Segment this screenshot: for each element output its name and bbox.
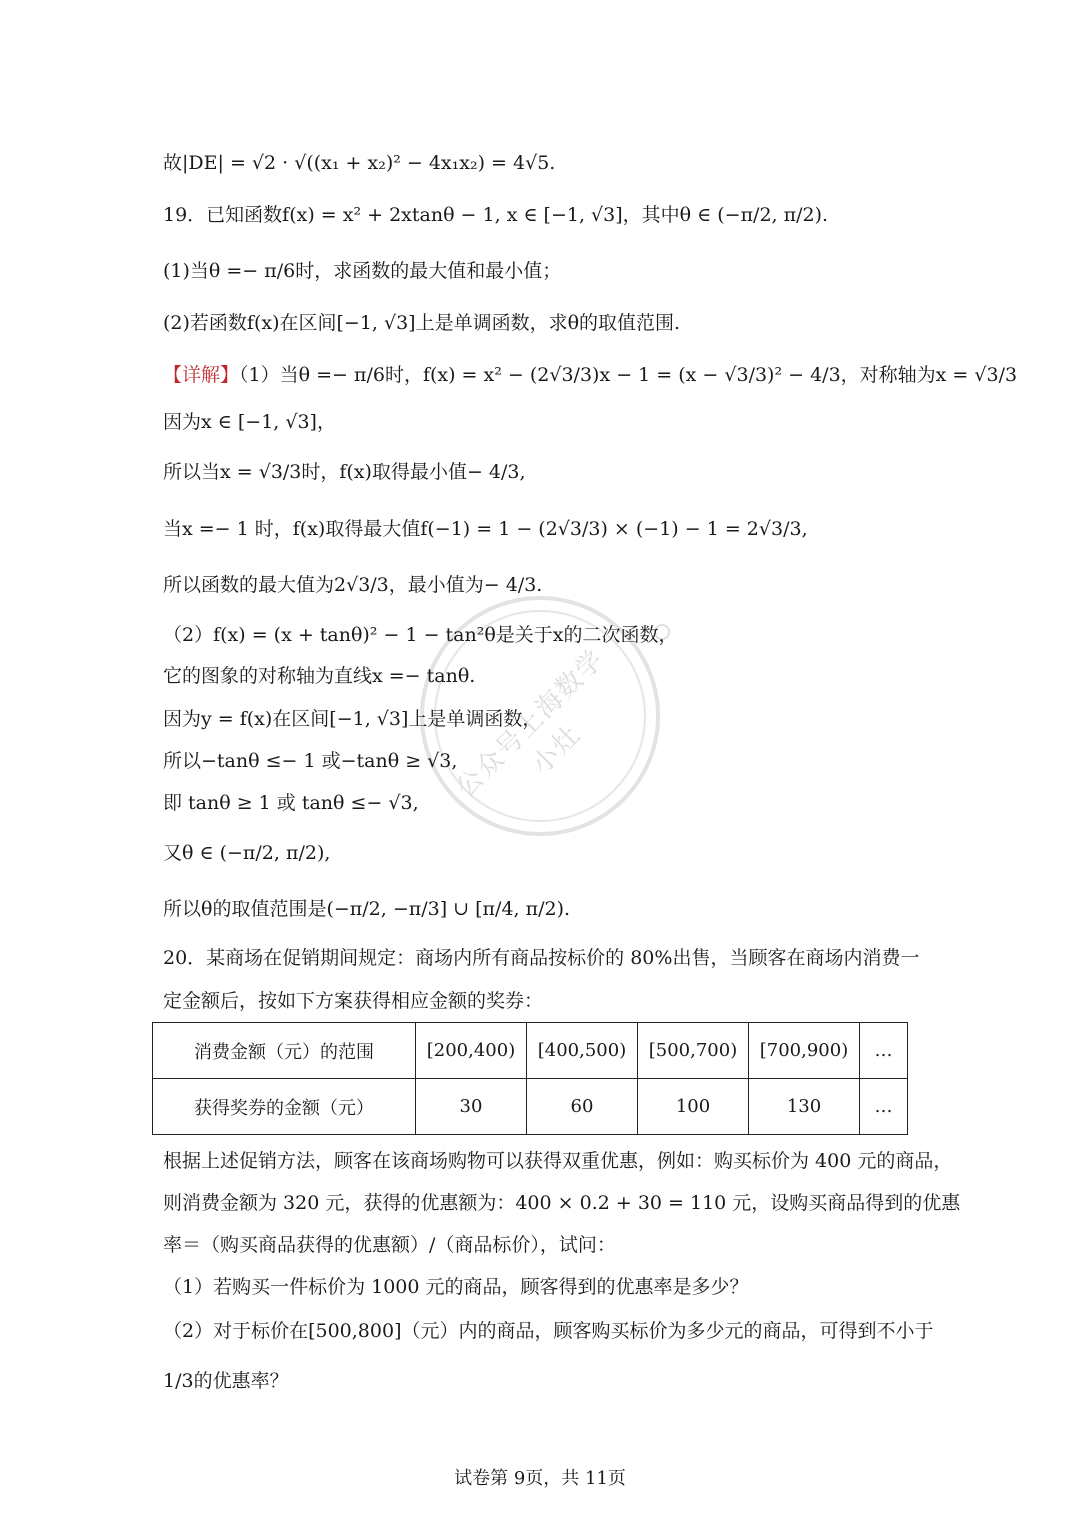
table-cell: 100 [638,1079,749,1135]
text-line: 因为x ∈ [−1, √3]， [163,411,336,433]
q19-part1: (1)当θ =− π/6时，求函数的最大值和最小值； [163,260,562,282]
table-row [153,1023,908,1079]
text-line: 它的图象的对称轴为直线x =− tanθ. [163,665,476,687]
detail-tag: 【详解】 [163,364,240,386]
text-line: 率＝（购买商品获得的优惠额）/（商品标价），试问： [163,1234,616,1256]
text-line: 则消费金额为 320 元，获得的优惠额为：400 × 0.2 + 30 = 110 元，设购买商品得到的优惠 [163,1192,961,1214]
watermark-text: 公众号上海数学小灶 [450,643,611,804]
table-cell: [500,700) [638,1023,749,1079]
table-cell: … [860,1023,908,1079]
text-line: 所以当x = √3/3时，f(x)取得最小值− 4/3, [163,461,526,483]
q19-part2: (2)若函数f(x)在区间[−1, √3]上是单调函数，求θ的取值范围. [163,312,681,334]
text-line: （2）f(x) = (x + tanθ)² − 1 − tan²θ是关于x的二次函数， [163,624,678,646]
q20-part2: （2）对于标价在[500,800]（元）内的商品，顾客购买标价为多少元的商品，可得到不小于 [163,1320,934,1342]
text-line: 所以函数的最大值为2√3/3，最小值为− 4/3. [163,574,543,596]
q20-part1: （1）若购买一件标价为 1000 元的商品，顾客得到的优惠率是多少？ [163,1276,749,1298]
solution-text: （1）当θ =− π/6时，f(x) = x² − (2√3/3)x − 1 = (x − √3/3)² − 4/3，对称轴为x = √3/3 [239,364,1018,386]
table-row [153,1079,908,1135]
question-19: 19．已知函数f(x) = x² + 2xtanθ − 1, x ∈ [−1, √3]，其中θ ∈ (−π/2, π/2). [163,204,829,226]
table-cell: 130 [749,1079,860,1135]
table-cell: [400,500) [527,1023,638,1079]
question-20: 20．某商场在促销期间规定：商场内所有商品按标价的 80%出售，当顾客在商场内消费一 [163,947,920,969]
solution-line [163,362,1017,388]
table-cell: 消费金额（元）的范围 [153,1023,416,1079]
table-cell: … [860,1079,908,1135]
table-cell: [200,400) [416,1023,527,1079]
promotion-table [152,1022,908,1135]
page-footer: 试卷第 9页，共 11页 [454,1468,626,1489]
text-line: 根据上述促销方法，顾客在该商场购物可以获得双重优惠，例如：购买标价为 400 元的商品， [163,1150,953,1172]
text-line: 所以−tanθ ≤− 1 或−tanθ ≥ √3, [163,750,458,772]
text-line: 1/3的优惠率？ [163,1370,289,1392]
table-cell: 30 [416,1079,527,1135]
text-line: 因为y = f(x)在区间[−1, √3]上是单调函数， [163,708,542,730]
table-cell: 60 [527,1079,638,1135]
text-line: 故|DE| = √2 · √((x₁ + x₂)² − 4x₁x₂) = 4√5. [163,152,556,174]
text-line: 所以θ的取值范围是(−π/2, −π/3] ∪ [π/4, π/2). [163,898,571,920]
text-line: 当x =− 1 时，f(x)取得最大值f(−1) = 1 − (2√3/3) × (−1) − 1 = 2√3/3, [163,518,808,540]
text-line: 又θ ∈ (−π/2, π/2), [163,842,331,864]
table-cell: [700,900) [749,1023,860,1079]
text-line: 定金额后，按如下方案获得相应金额的奖券： [163,990,544,1012]
text-line: 即 tanθ ≥ 1 或 tanθ ≤− √3, [163,792,419,814]
table-cell: 获得奖券的金额（元） [153,1079,416,1135]
